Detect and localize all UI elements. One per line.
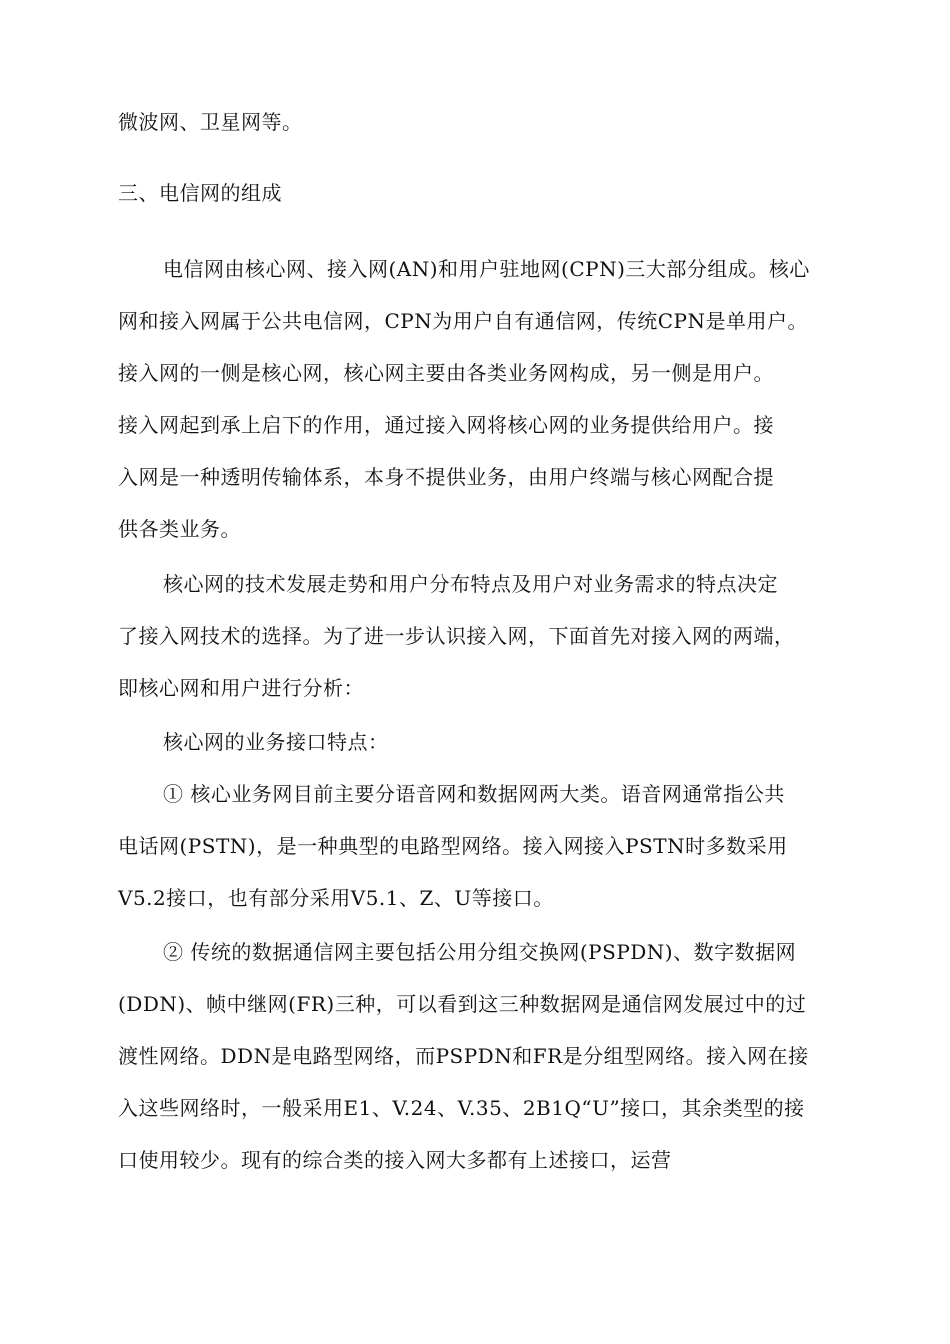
text-line: ② 传统的数据通信网主要包括公用分组交换网(PSPDN)、数字数据网 [163,940,797,964]
text-line: (DDN)、帧中继网(FR)三种，可以看到这三种数据网是通信网发展过中的过 [118,992,807,1016]
text-line: 电信网由核心网、接入网(AN)和用户驻地网(CPN)三大部分组成。核心 [163,257,810,281]
text-line: V5.2接口，也有部分采用V5.1、Z、U等接口。 [118,886,554,910]
text-line: 入这些网络时，一般采用E1、V.24、V.35、2B1Q“U”接口，其余类型的接 [118,1096,805,1120]
text-line: 接入网起到承上启下的作用，通过接入网将核心网的业务提供给用户。接 [118,413,774,437]
text-line: 口使用较少。现有的综合类的接入网大多都有上述接口，运营 [118,1148,672,1172]
text-line: ① 核心业务网目前主要分语音网和数据网两大类。语音网通常指公共 [163,782,785,806]
text-line: 微波网、卫星网等。 [118,110,303,134]
text-line: 核心网的技术发展走势和用户分布特点及用户对业务需求的特点决定 [163,572,778,596]
text-line: 即核心网和用户进行分析： [118,676,364,700]
text-line: 接入网的一侧是核心网，核心网主要由各类业务网构成，另一侧是用户。 [118,361,774,385]
text-line: 入网是一种透明传输体系，本身不提供业务，由用户终端与核心网配合提 [118,465,774,489]
text-line: 供各类业务。 [118,517,241,541]
text-line: 渡性网络。DDN是电路型网络，而PSPDN和FR是分组型网络。接入网在接 [118,1044,809,1068]
text-line: 核心网的业务接口特点： [163,730,389,754]
text-line: 电话网(PSTN)，是一种典型的电路型网络。接入网接入PSTN时多数采用 [118,834,788,858]
section-heading: 三、电信网的组成 [118,181,282,205]
text-line: 了接入网技术的选择。为了进一步认识接入网，下面首先对接入网的两端， [118,624,795,648]
text-line: 网和接入网属于公共电信网，CPN为用户自有通信网，传统CPN是单用户。 [118,309,809,333]
